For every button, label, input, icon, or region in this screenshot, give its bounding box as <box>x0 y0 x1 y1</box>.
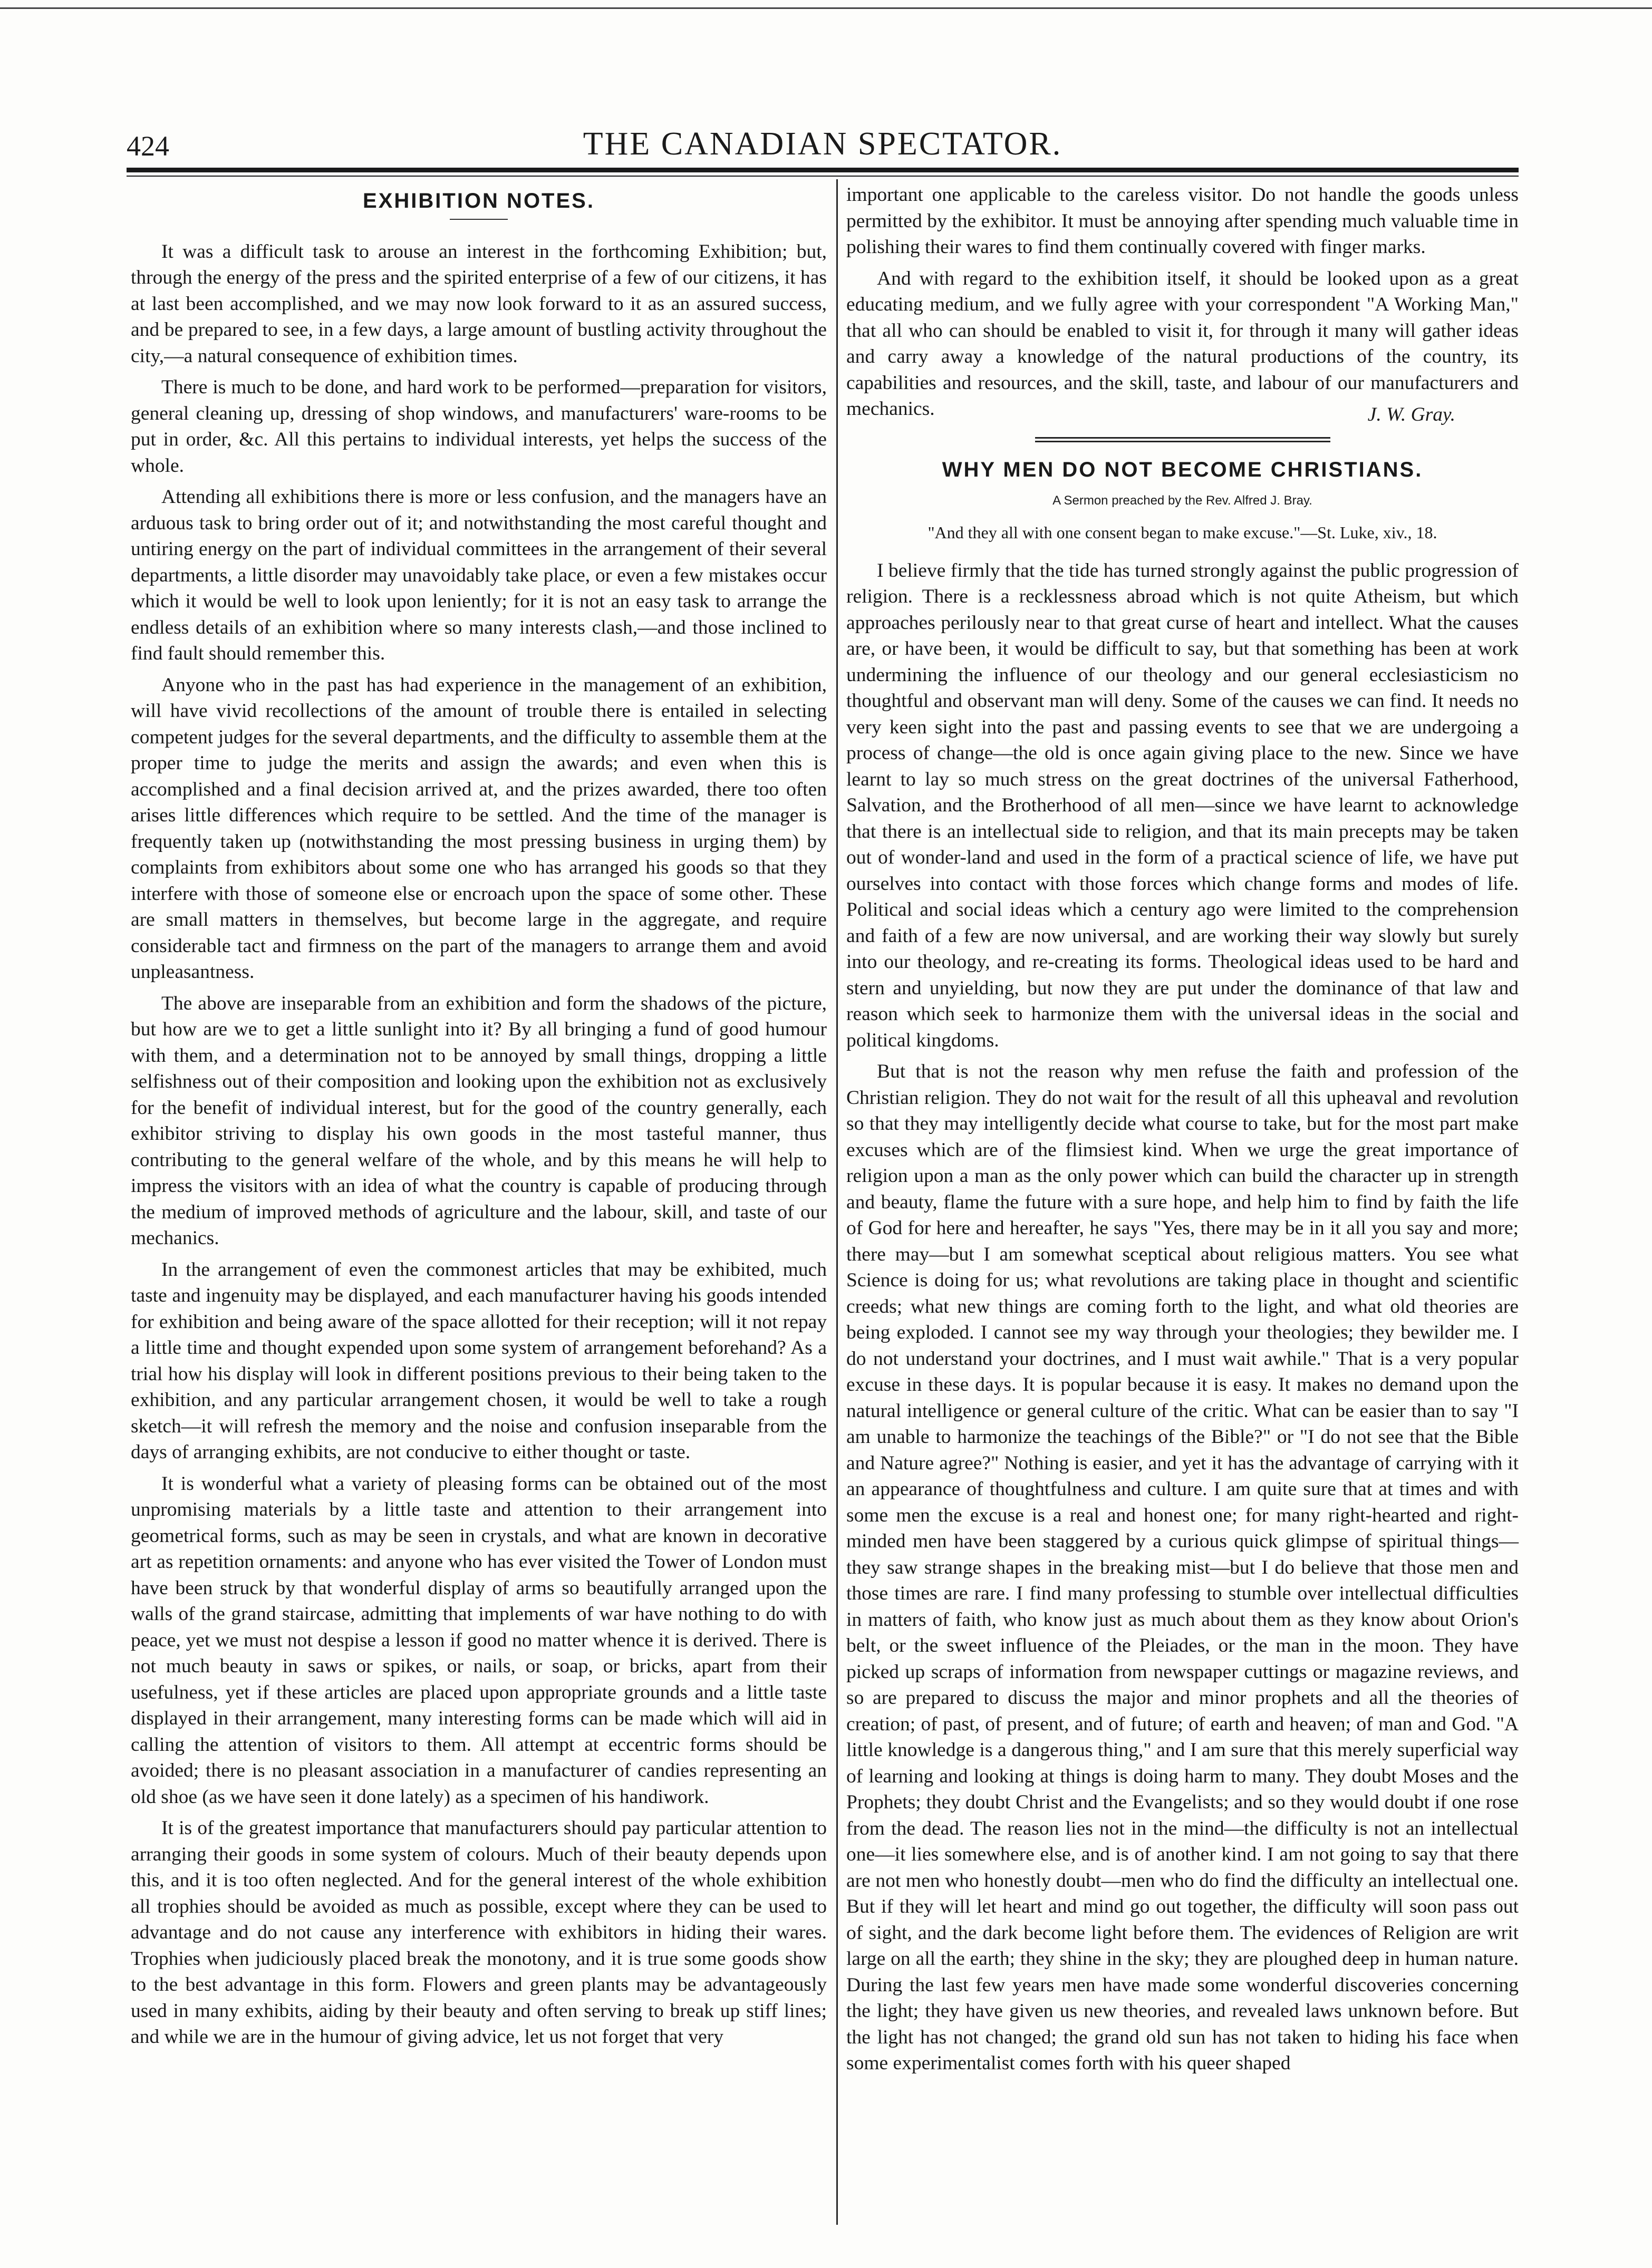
article-paragraph: It was a difficult task to arouse an interest in the forthcoming Exhibition; but, through the energy of the press and the spirited enterprise of a few of our citizens, it has at last been accomplished, and we may now look forward to it as an assured success, and be prepared to see, in a few days, a large amount of bustling activity throughout the city,—a natural consequence of exhibition times. <box>131 240 827 367</box>
section-separator <box>1035 437 1330 442</box>
sermon-subtitle: A Sermon preached by the Rev. Alfred J. Bray. <box>1052 493 1312 508</box>
masthead-title: THE CANADIAN SPECTATOR. <box>583 126 1062 162</box>
page-header <box>127 125 1519 173</box>
title-underline <box>450 219 508 220</box>
continued-paragraph: And with regard to the exhibition itself, it should be looked upon as a great educating medium, and we fully agree with your correspondent "A Working Man," that all who can should be enabled to visit it, for through it many will gather ideas and carry away a knowledge of the natural productions of the country, its capabilities and resources, and the skill, taste, and labour of our manufacturers and mechanics. <box>846 267 1519 420</box>
article-paragraph: Attending all exhibitions there is more or less confusion, and the managers have an arduous task to bring order out of it; and notwithstanding the most careful thought and untiring energy on the part of individual committees in the arrangement of their several departments, a little disorder may unavoidably take place, or even a few mistakes occur which it would be well to look upon leniently; for it is not an easy task to arrange the endless details of an exhibition where so many interests clash,—and those inclined to find fault should remember this. <box>131 486 827 664</box>
article-paragraph: Anyone who in the past has had experience in the management of an exhibition, will have vivid recollections of the amount of trouble there is entailed in selecting competent judges for the several departments, and the difficulty to assemble them at the proper time to judge the merits and assign the awards; and even when this is accomplished and a final decision arrived at, and the prizes awarded, there too often arises little differences which require to be settled. And the time of the manager is frequently taken up (notwithstanding the most pressing business in urging them) by complaints from exhibitors about some one who has arranged his goods so that they interfere with those of someone else or encroach upon the space of some other. These are small matters in themselves, but become large in the aggregate, and require considerable tact and firmness on the part of the managers to arrange them and avoid unpleasantness. <box>131 674 827 983</box>
right-column <box>846 182 1519 2082</box>
page-number: 424 <box>127 130 169 162</box>
article-paragraph: The above are inseparable from an exhibition and form the shadows of the picture, but how are we to get a little sunlight into it? By all bringing a fund of good humour with them, and a determination not to be annoyed by small things, dropping a little selfishness out of their composition and looking upon the exhibition not as exclusively for the benefit of individual interest, but for the good of the country generally, each exhibitor striving to display his own goods in the most tasteful manner, thus contributing to the general welfare of the whole, and by this means he will help to impress the visitors with an idea of what the country is capable of producing through the medium of improved methods of agriculture and the labour, skill, and taste of our mechanics. <box>131 992 827 1249</box>
sermon-paragraph: But that is not the reason why men refuse the faith and profession of the Christian religion. They do not wait for the result of all this upheaval and revolution so that they may intelligently decide what course to take, but for the most part make excuses which are of the flimsiest kind. When we urge the great importance of religion upon a man as the only power which can build the character up in strength and beauty, flame the future with a sure hope, and help him to find by faith the life of God for here and hereafter, he says "Yes, there may be in it all you say and more; there may—but I am somewhat sceptical about religious matters. You see what Science is doing for us; what revolutions are taking place in thought and scientific creeds; what new things are coming forth to the light, and what old theories are being exploded. I cannot see my way through your theologies; they bewilder me. I do not understand your doctrines, and I must wait awhile." That is a very popular excuse in these days. It is popular because it is easy. It makes no demand upon the natural intelligence or general culture of the critic. What can be easier than to say "I am unable to harmonize the teachings of the Bible?" or "I do not see that the Bible and Nature agree?" Nothing is easier, and yet it has the advantage of carrying with it an appearance of thoughtfulness and culture. I am quite sure that at times and with some men the excuse is a real and honest one; for many right-hearted and right-minded men have been staggered by a curious quick glimpse of spiritual things—they saw strange shapes in the breaking mist—but I do believe that those men and those times are rare. I find many professing to stumble over intellectual difficulties in matters of faith, who know just as much about them as they know about Orion's belt, or the sweet influence of the Pleiades, or the man in the moon. They have picked up scraps of information from newspaper cuttings or magazine reviews, and so are prepared to discuss the major and minor prophets and all the theories of creation; of past, of present, and of future; of earth and heaven; of man and God. "A little knowledge is a dangerous thing," and I am sure that this merely superficial way of learning and looking at things is doing harm to many. They doubt Moses and the Prophets; they doubt Christ and the Evangelists; and so they would doubt if one rose from the dead. The reason lies not in the mind—the difficulty is not an intellectual one—it lies somewhere else, and is of another kind. I am not going to say that there are not men who honestly doubt—men who do find the difficulty an intellectual one. But if they will let heart and mind go out together, the difficulty will soon pass out of sight, and the dark become light before them. The evidences of Religion are writ large on all the earth; they shine in the sky; they are ploughed deep in human nature. During the last few years men have made some wonderful discoveries concerning the light; they have given us new theories, and revealed laws unknown before. But the light has not changed; the grand old sun has not taken to hiding his face when some experimentalist comes forth with his queer shaped <box>846 1061 1519 2074</box>
exhibition-notes-title: EXHIBITION NOTES. <box>363 189 595 212</box>
continued-paragraph: important one applicable to the careless visitor. Do not handle the goods unless permitted by the exhibitor. It must be annoying after spending much valuable time in polishing their wares to find them continually covered with finger marks. <box>846 184 1519 258</box>
sermon-epigraph: "And they all with one consent began to make excuse."—St. Luke, xiv., 18. <box>928 523 1437 542</box>
column-divider <box>836 179 838 2225</box>
article-paragraph: It is of the greatest importance that manufacturers should pay particular attention to arranging their goods in some system of colours. Much of their beauty depends upon this, and it is too often neglected. And for the general interest of the whole exhibition all trophies should be avoided as much as possible, except where they can be used to advantage and do not cause any interference with exhibitors in hiding their wares. Trophies when judiciously placed break the monotony, and it is true some goods show to the best advantage in this form. Flowers and green plants may be advantageously used in many exhibits, aiding by their beauty and often serving to break up stiff lines; and while we are in the humour of giving advice, let us not forget that very <box>131 1817 827 2048</box>
sermon-paragraph: I believe firmly that the tide has turned strongly against the public progression of religion. There is a recklessness abroad which is not quite Atheism, but which approaches perilously near to that great curse of heart and intellect. What the causes are, or have been, it would be difficult to say, but that something has been at work undermining the influence of our theology and our general ecclesiasticism no thoughtful and observant man will deny. Some of the causes we can find. It needs no very keen sight into the past and passing events to see that we are undergoing a process of change—the old is once again giving place to the new. Since we have learnt to lay so much stress on the great doctrines of the universal Fatherhood, Salvation, and the Brotherhood of all men—since we have learnt to acknowledge that there is an intellectual side to religion, and that its main precepts may be taken out of wonder-land and used in the form of a practical science of life, we have put ourselves into contact with those forces which change forms and modes of life. Political and social ideas which a century ago were limited to the comprehension and faith of a few are now universal, and are working their way slowly but surely into our theology, and re-creating its forms. Theological ideas used to be hard and stern and unyielding, but now they are put under the dominance of that law and reason which seek to harmonize them with the universal ideas in the social and political kingdoms. <box>846 559 1519 1051</box>
article-paragraph: It is wonderful what a variety of pleasing forms can be obtained out of the most unpromising materials by a little taste and attention to their arrangement into geometrical forms, such as may be seen in crystals, and what are known in decorative art as repetition ornaments: and anyone who has ever visited the Tower of London must have been struck by that wonderful display of arms so beautifully arranged upon the walls of the grand staircase, admitting that implements of war have nothing to do with peace, yet we must not despise a lesson if good no matter whence it is derived. There is not much beauty in saws or spikes, or nails, or soap, or bricks, apart from their usefulness, yet if these articles are placed upon appropriate grounds and a little taste displayed in their arrangement, many interesting forms can be made which will aid in calling the attention of visitors to them. All attempt at eccentric forms should be avoided; there is no pleasant association in a manufacturer of candies representing an old shoe (as we have seen it done lately) as a specimen of his handiwork. <box>131 1472 827 1808</box>
top-edge-rule <box>0 7 1652 9</box>
author-signature: J. W. Gray. <box>1367 403 1455 425</box>
sermon-title: WHY MEN DO NOT BECOME CHRISTIANS. <box>942 458 1423 481</box>
left-column <box>131 182 827 2056</box>
header-rule-thick <box>127 168 1519 172</box>
header-rule-thin <box>127 176 1519 177</box>
article-paragraph: There is much to be done, and hard work to be performed—preparation for visitors, general cleaning up, dressing of shop windows, and manufacturers' ware-rooms to be put in order, &c. All this pertains to individual interests, yet helps the success of the whole. <box>131 376 827 477</box>
article-paragraph: In the arrangement of even the commonest articles that may be exhibited, much taste and ingenuity may be displayed, and each manufacturer having his goods intended for exhibition and being aware of the space allotted for their reception; will it not repay a little time and thought expended upon some system of arrangement beforehand? As a trial how his display will look in different positions previous to their being taken to the exhibition, and any particular arrangement chosen, it would be well to take a rough sketch—it will refresh the memory and the noise and confusion inseparable from the days of arranging exhibits, are not conducive to either thought or taste. <box>131 1258 827 1463</box>
